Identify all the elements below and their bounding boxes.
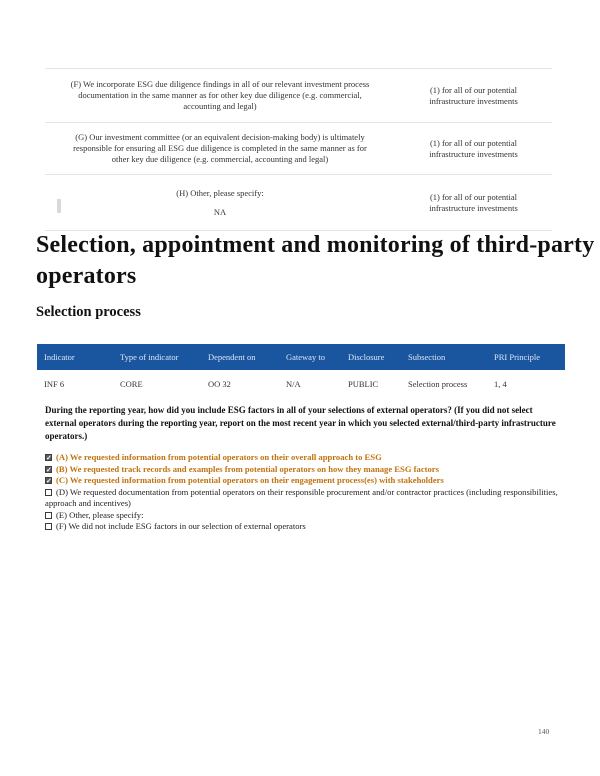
- other-specify-label: (H) Other, please specify:: [176, 187, 264, 198]
- subsection-title: Selection process: [36, 304, 141, 320]
- other-specify-value: NA: [213, 206, 227, 217]
- option-label: (F) We did not include ESG factors in our selection of external operators: [56, 521, 306, 531]
- subsection-cell: Selection process: [408, 378, 468, 389]
- option-label: (B) We requested track records and examples from potential operators on how they manage ESG factors: [56, 463, 439, 474]
- table-row: [45, 175, 552, 231]
- checkbox-checked-icon: [45, 454, 52, 461]
- checkbox-unchecked-icon: [45, 512, 52, 519]
- dependent-on-cell: OO 32: [208, 378, 231, 389]
- response-value: (1) for all of our potential infrastructure investments: [429, 84, 518, 106]
- column-header: Dependent on: [208, 352, 256, 362]
- page-number: 140: [538, 727, 550, 736]
- column-header: Subsection: [408, 352, 446, 362]
- indicator-table-header: [37, 344, 565, 370]
- pri-principle-cell: 1, 4: [494, 378, 507, 389]
- section-title: Selection, appointment and monitoring of third-party operators: [36, 232, 595, 289]
- column-header: PRI Principle: [494, 352, 541, 362]
- option-row: [45, 487, 561, 510]
- indicator-table: [37, 344, 565, 397]
- option-row: [45, 464, 561, 476]
- response-value: (1) for all of our potential infrastructure investments: [429, 137, 518, 159]
- option-row: [45, 475, 561, 487]
- option-label: (C) We requested information from potential operators on their engagement process(es) with stakeholders: [56, 475, 444, 485]
- option-label: (G) Our investment committee (or an equivalent decision-making body) is ultimately responsible for ensuring all ESG due diligence is completed in the same manner as for other key due diligence (e.g. commercial, accounting and legal): [73, 132, 367, 164]
- column-header: Type of indicator: [120, 352, 179, 362]
- gateway-to-cell: N/A: [286, 378, 301, 389]
- type-cell: CORE: [120, 378, 143, 389]
- column-header: Gateway to: [286, 352, 325, 362]
- checkbox-checked-icon: [45, 466, 52, 473]
- table-row: [45, 69, 552, 123]
- option-label: [45, 188, 395, 218]
- question-text: During the reporting year, how did you include ESG factors in all of your selections of external operators? (If you did not select external operators during the reporting year, report on the most recent year in which you selected external/third-party infrastructure operators.): [45, 405, 556, 441]
- disclosure-cell: PUBLIC: [348, 378, 379, 389]
- options-list: [45, 452, 561, 533]
- option-label: (A) We requested information from potential operators on their overall approach to ESG: [56, 452, 382, 462]
- option-row: [45, 521, 561, 533]
- empty-input-marker: [57, 199, 61, 213]
- column-header: Indicator: [44, 352, 75, 362]
- option-label: (F) We incorporate ESG due diligence findings in all of our relevant investment process documentation in the same manner as for other key due diligence (e.g. commercial, accounting and legal): [70, 79, 370, 111]
- checkbox-unchecked-icon: [45, 489, 52, 496]
- option-row: [45, 510, 561, 522]
- table-row: [45, 123, 552, 175]
- table-row: [37, 370, 565, 397]
- option-row: [45, 452, 561, 464]
- option-label: (D) We requested documentation from potential operators on their responsible procurement and/or contractor practices (including responsibilities, approach and incentives): [45, 486, 558, 508]
- checkbox-checked-icon: [45, 477, 52, 484]
- column-header: Disclosure: [348, 352, 385, 362]
- due-diligence-table: [45, 68, 552, 231]
- checkbox-unchecked-icon: [45, 523, 52, 530]
- response-value: (1) for all of our potential infrastructure investments: [429, 191, 518, 213]
- option-label: (E) Other, please specify:: [56, 509, 144, 520]
- indicator-cell: INF 6: [44, 378, 65, 389]
